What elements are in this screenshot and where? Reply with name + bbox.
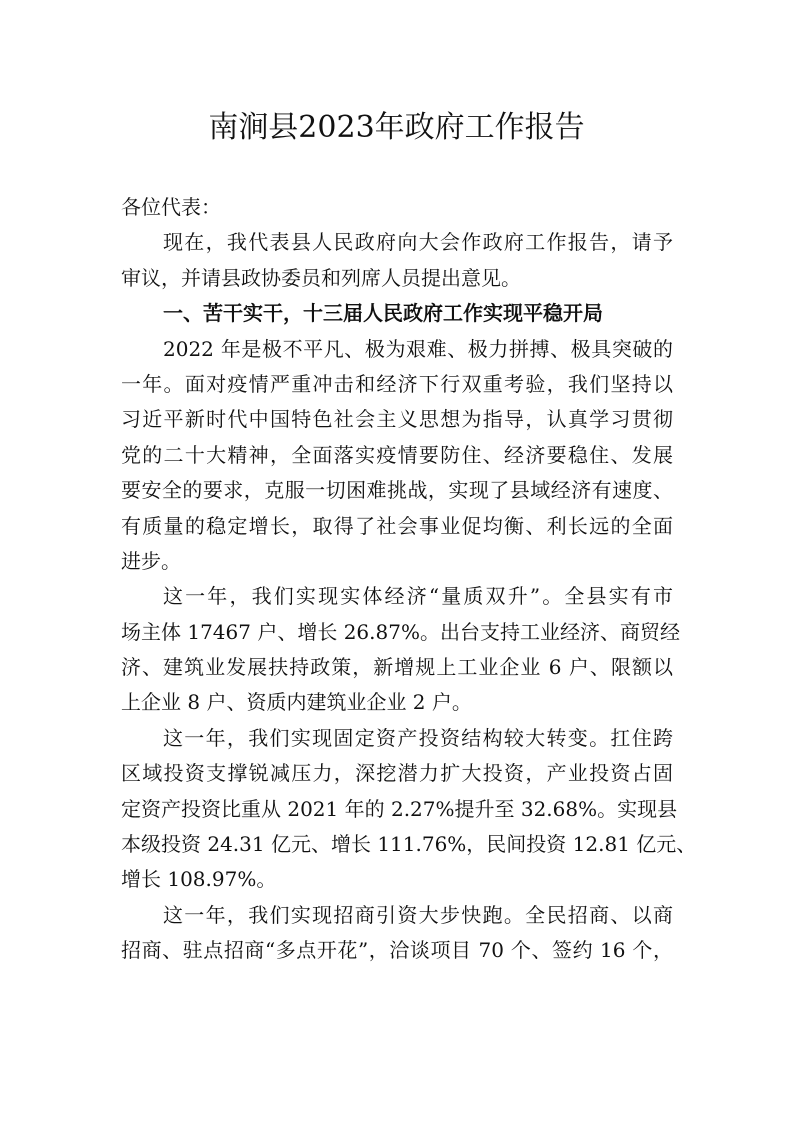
- text-line: 上企业 8 户、资质内建筑业企业 2 户。: [121, 690, 472, 715]
- text-line: 习近平新时代中国特色社会主义思想为指导，认真学习贯彻: [121, 407, 673, 432]
- text-line: 2022 年是极不平凡、极为艰难、极力拼搏、极具突破的: [163, 336, 673, 361]
- text-line: 党的二十大精神，全面落实疫情要防住、经济要稳住、发展: [121, 442, 673, 467]
- text-line: 场主体 17467 户、增长 26.87%。出台支持工业经济、商贸经: [121, 619, 680, 644]
- text-line: 各位代表：: [121, 195, 221, 219]
- text-line: 审议，并请县政协委员和列席人员提出意见。: [121, 265, 521, 290]
- text-line: 济、建筑业发展扶持政策，新增规上工业企业 6 户、限额以: [121, 655, 673, 680]
- document-body: [121, 190, 697, 969]
- text-line: 增长 108.97%。: [121, 867, 277, 892]
- text-line: 一年。面对疫情严重冲击和经济下行双重考验，我们坚持以: [121, 371, 673, 396]
- text-line: 有质量的稳定增长，取得了社会事业促均衡、利长远的全面: [121, 513, 673, 538]
- section-heading: 一、苦干实干，十三届人民政府工作实现平稳开局: [163, 301, 603, 326]
- text-line: 这一年，我们实现固定资产投资结构较大转变。扛住跨: [163, 725, 673, 750]
- text-line: 这一年，我们实现招商引资大步快跑。全民招商、以商: [163, 902, 673, 927]
- text-line: 本级投资 24.31 亿元、增长 111.76%，民间投资 12.81 亿元、: [121, 832, 697, 857]
- text-line: 区域投资支撑锐减压力，深挖潜力扩大投资，产业投资占固: [121, 761, 673, 786]
- text-line: 这一年，我们实现实体经济“量质双升”。全县实有市: [163, 584, 673, 609]
- document-title: 南涧县2023年政府工作报告: [208, 110, 585, 145]
- text-line: 现在，我代表县人民政府向大会作政府工作报告，请予: [163, 230, 673, 255]
- text-line: 要安全的要求，克服一切困难挑战，实现了县域经济有速度、: [121, 478, 673, 503]
- text-line: 进步。: [121, 548, 181, 573]
- text-line: 招商、驻点招商“多点开花”，洽谈项目 70 个、签约 16 个，: [121, 938, 673, 963]
- text-line: 定资产投资比重从 2021 年的 2.27%提升至 32.68%。实现县: [121, 796, 678, 821]
